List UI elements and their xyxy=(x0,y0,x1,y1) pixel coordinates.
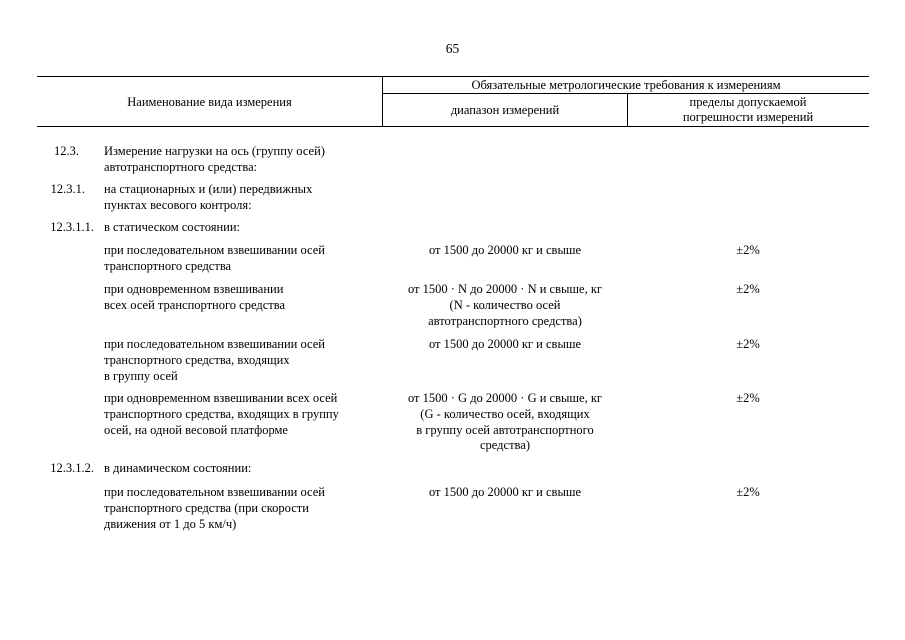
row-name-line: всех осей транспортного средства xyxy=(104,297,286,312)
row-name xyxy=(104,282,384,314)
row-name-line: Измерение нагрузки на ось (группу осей) xyxy=(104,144,325,158)
row-error: ±2% xyxy=(736,337,760,351)
row-range xyxy=(383,243,627,259)
row-range-line: (G - количество осей, входящих xyxy=(420,406,590,421)
row-name xyxy=(104,461,384,477)
header-col-error xyxy=(627,95,869,125)
row-range-line: от 1500 до 20000 кг и свыше xyxy=(428,243,582,257)
row-name xyxy=(104,144,384,176)
row-name xyxy=(104,485,384,532)
header-col-range: диапазон измерений xyxy=(450,103,560,117)
row-number: 12.3.1.2. xyxy=(50,461,94,475)
row-name-line: транспортного средства xyxy=(104,258,232,273)
header-group-rule xyxy=(383,93,869,94)
row-range-line: от 1500 до 20000 кг и свыше xyxy=(428,337,582,351)
row-error: ±2% xyxy=(736,391,760,405)
table-top-rule xyxy=(37,76,869,77)
row-name-line: движения от 1 до 5 км/ч) xyxy=(104,516,237,531)
row-name xyxy=(104,243,384,275)
row-name-line: при одновременном взвешивании xyxy=(104,282,284,296)
row-name-line: пунктах весового контроля: xyxy=(104,197,252,212)
row-error: ±2% xyxy=(736,243,760,257)
header-col-group: Обязательные метрологические требования к измерениям xyxy=(471,78,781,92)
row-number: 12.3.1. xyxy=(50,182,85,196)
page-number: 65 xyxy=(445,41,460,56)
row-range-line: в группу осей автотранспортного xyxy=(416,422,594,437)
header-col-error-line: погрешности измерений xyxy=(682,110,814,124)
row-name-line: транспортного средства, входящих в группу xyxy=(104,406,339,421)
row-name-line: при одновременном взвешивании всех осей xyxy=(104,391,338,405)
row-name-line: на стационарных и (или) передвижных xyxy=(104,182,313,196)
row-name-line: автотранспортного средства: xyxy=(104,159,258,174)
row-name-line: осей, на одной весовой платформе xyxy=(104,422,288,437)
row-range-line: от 1500 · G до 20000 · G и свыше, кг xyxy=(407,391,603,405)
row-error: ±2% xyxy=(736,282,760,296)
row-name-line: в динамическом состоянии: xyxy=(104,461,252,475)
row-range xyxy=(383,391,627,454)
row-number: 12.3.1.1. xyxy=(50,220,94,234)
row-range-line: (N - количество осей xyxy=(449,297,561,312)
row-name-line: при последовательном взвешивании осей xyxy=(104,485,325,499)
header-bottom-rule xyxy=(37,126,869,127)
row-name-line: транспортного средства, входящих xyxy=(104,352,290,367)
row-name xyxy=(104,337,384,384)
header-col-error-line: пределы допускаемой xyxy=(689,95,807,109)
row-error: ±2% xyxy=(736,485,760,499)
row-range xyxy=(383,282,627,329)
header-col-name: Наименование вида измерения xyxy=(127,95,292,109)
row-name xyxy=(104,220,384,236)
row-name xyxy=(104,391,384,438)
row-name-line: в статическом состоянии: xyxy=(104,220,241,234)
row-name-line: в группу осей xyxy=(104,368,178,383)
row-range xyxy=(383,485,627,501)
row-range-line: от 1500 до 20000 кг и свыше xyxy=(428,485,582,499)
row-name-line: транспортного средства (при скорости xyxy=(104,500,309,515)
row-name-line: при последовательном взвешивании осей xyxy=(104,243,325,257)
row-name-line: при последовательном взвешивании осей xyxy=(104,337,325,351)
row-range-line: от 1500 · N до 20000 · N и свыше, кг xyxy=(407,282,603,296)
row-range-line: средства) xyxy=(480,438,530,453)
row-range-line: автотранспортного средства) xyxy=(428,313,582,328)
row-name xyxy=(104,182,384,214)
row-number: 12.3. xyxy=(54,144,79,158)
row-range xyxy=(383,337,627,353)
